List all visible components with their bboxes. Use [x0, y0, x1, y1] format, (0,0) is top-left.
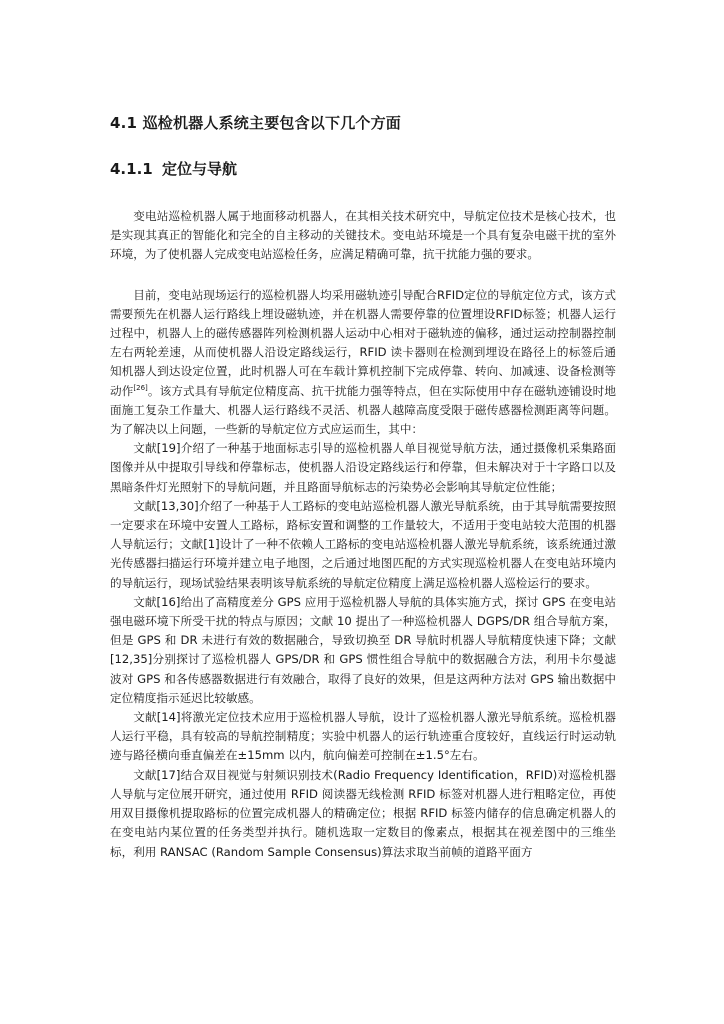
paragraph-ref-13-30: 文献[13,30]介绍了一种基于人工路标的变电站巡检机器人激光导航系统，由于其导航需要按照一定要求在环境中安置人工路标，路标安置和调整的工作量较大，不适用于变电站较大范围的机器人导航运行；文献[1]设计了一种不依赖人工路标的变电站巡检机器人激光导航系统，该系统通过激光传感器扫描运行环境并建立电子地图，之后通过地图匹配的方式实现巡检机器人在变电站环境内的导航运行，现场试验结果表明该导航系统的导航定位精度上满足巡检机器人巡检运行的要求。 [110, 498, 616, 590]
paragraph-ref-19: 文献[19]介绍了一种基于地面标志引导的巡检机器人单目视觉导航方法，通过摄像机采集路面图像并从中提取引导线和停靠标志，使机器人沿设定路线运行和停靠，但未解决对于十字路口以及黑暗条件灯光照射下的导航问题，并且路面导航标志的污染势必会影响其导航定位性能； [110, 441, 616, 494]
paragraph-current-methods-text: 目前，变电站现场运行的巡检机器人均采用磁轨迹引导配合RFID定位的导航定位方式，该方式需要预先在机器人运行路线上埋设磁轨迹，并在机器人需要停靠的位置埋设RFID标签；机器人运行过程中，机器人上的磁传感器阵列检测机器人运动中心相对于磁轨迹的偏移，通过运动控制器控制左右两轮差速，从而使机器人沿设定路线运行，RFID 读卡器则在检测到埋设在路径上的标签后通知机器人到达设定位置，此时机器人可在车载计算机控制下完成停靠、转向、加减速、设备检测等动作 [110, 287, 616, 398]
paragraph-ref-16: 文献[16]给出了高精度差分 GPS 应用于巡检机器人导航的具体实施方式，探讨 GPS 在变电站强电磁环境下所受干扰的特点与原因；文献 10 提出了一种巡检机器人 DGPS/DR 组合导航方案，但是 GPS 和 DR 未进行有效的数据融合，导致切换至 DR 导航时机器人导航精度快速下降；文献[12,35]分别探讨了巡检机器人 GPS/DR 和 GPS 惯性组合导航中的数据融合方法，利用卡尔曼滤波对 GPS 和各传感器数据进行有效融合，取得了良好的效果，但是这两种方法对 GPS 输出数据中定位精度指示延迟比较敏感。 [110, 594, 616, 705]
paragraph-current-methods [110, 286, 616, 440]
document-body [110, 112, 616, 862]
citation-ref-26: [26] [133, 383, 148, 392]
paragraph-intro: 变电站巡检机器人属于地面移动机器人，在其相关技术研究中，导航定位技术是核心技术，也是实现其真正的智能化和完全的自主移动的关键技术。变电站环境是一个具有复杂电磁干扰的室外环境，为了使机器人完成变电站巡检任务，应满足精确可靠，抗干扰能力强的要求。 [110, 209, 616, 262]
section-title: 4.1 巡检机器人系统主要包含以下几个方面 [110, 114, 401, 132]
subsection-title: 定位与导航 [162, 160, 238, 178]
paragraph-current-methods-tail: 。该方式具有导航定位精度高、抗干扰能力强等特点，但在实际使用中存在磁轨迹铺设时地面施工复杂工作量大、机器人运行路线不灵活、机器人越障高度受限于磁传感器检测距离等问题。为了解决以上问题，一些新的导航定位方式应运而生，其中： [110, 383, 616, 437]
subsection-number: 4.1.1 [110, 160, 153, 178]
subsection-heading [110, 158, 616, 180]
paragraph-ref-14: 文献[14]将激光定位技术应用于巡检机器人导航，设计了巡检机器人激光导航系统。巡检机器人运行平稳，具有较高的导航控制精度；实验中机器人的运行轨迹重合度较好，直线运行时运动轨迹与路径横向垂直偏差在±15mm 以内，航向偏差可控制在±1.5°左右。 [110, 710, 616, 763]
paragraph-ref-17: 文献[17]结合双目视觉与射频识别技术(Radio Frequency Identification，RFID)对巡检机器人导航与定位展开研究，通过使用 RFID 阅读器无线检测 RFID 标签对机器人进行粗略定位，再使用双目摄像机提取路标的位置完成机器人的精确定位；根据 RFID 标签内储存的信息确定机器人的在变电站内某位置的任务类型并执行。随机选取一定数目的像素点，根据其在视差图中的三维坐标，利用 RANSAC (Random Sample Consensus)算法求取当前帧的道路平面方 [110, 767, 616, 859]
